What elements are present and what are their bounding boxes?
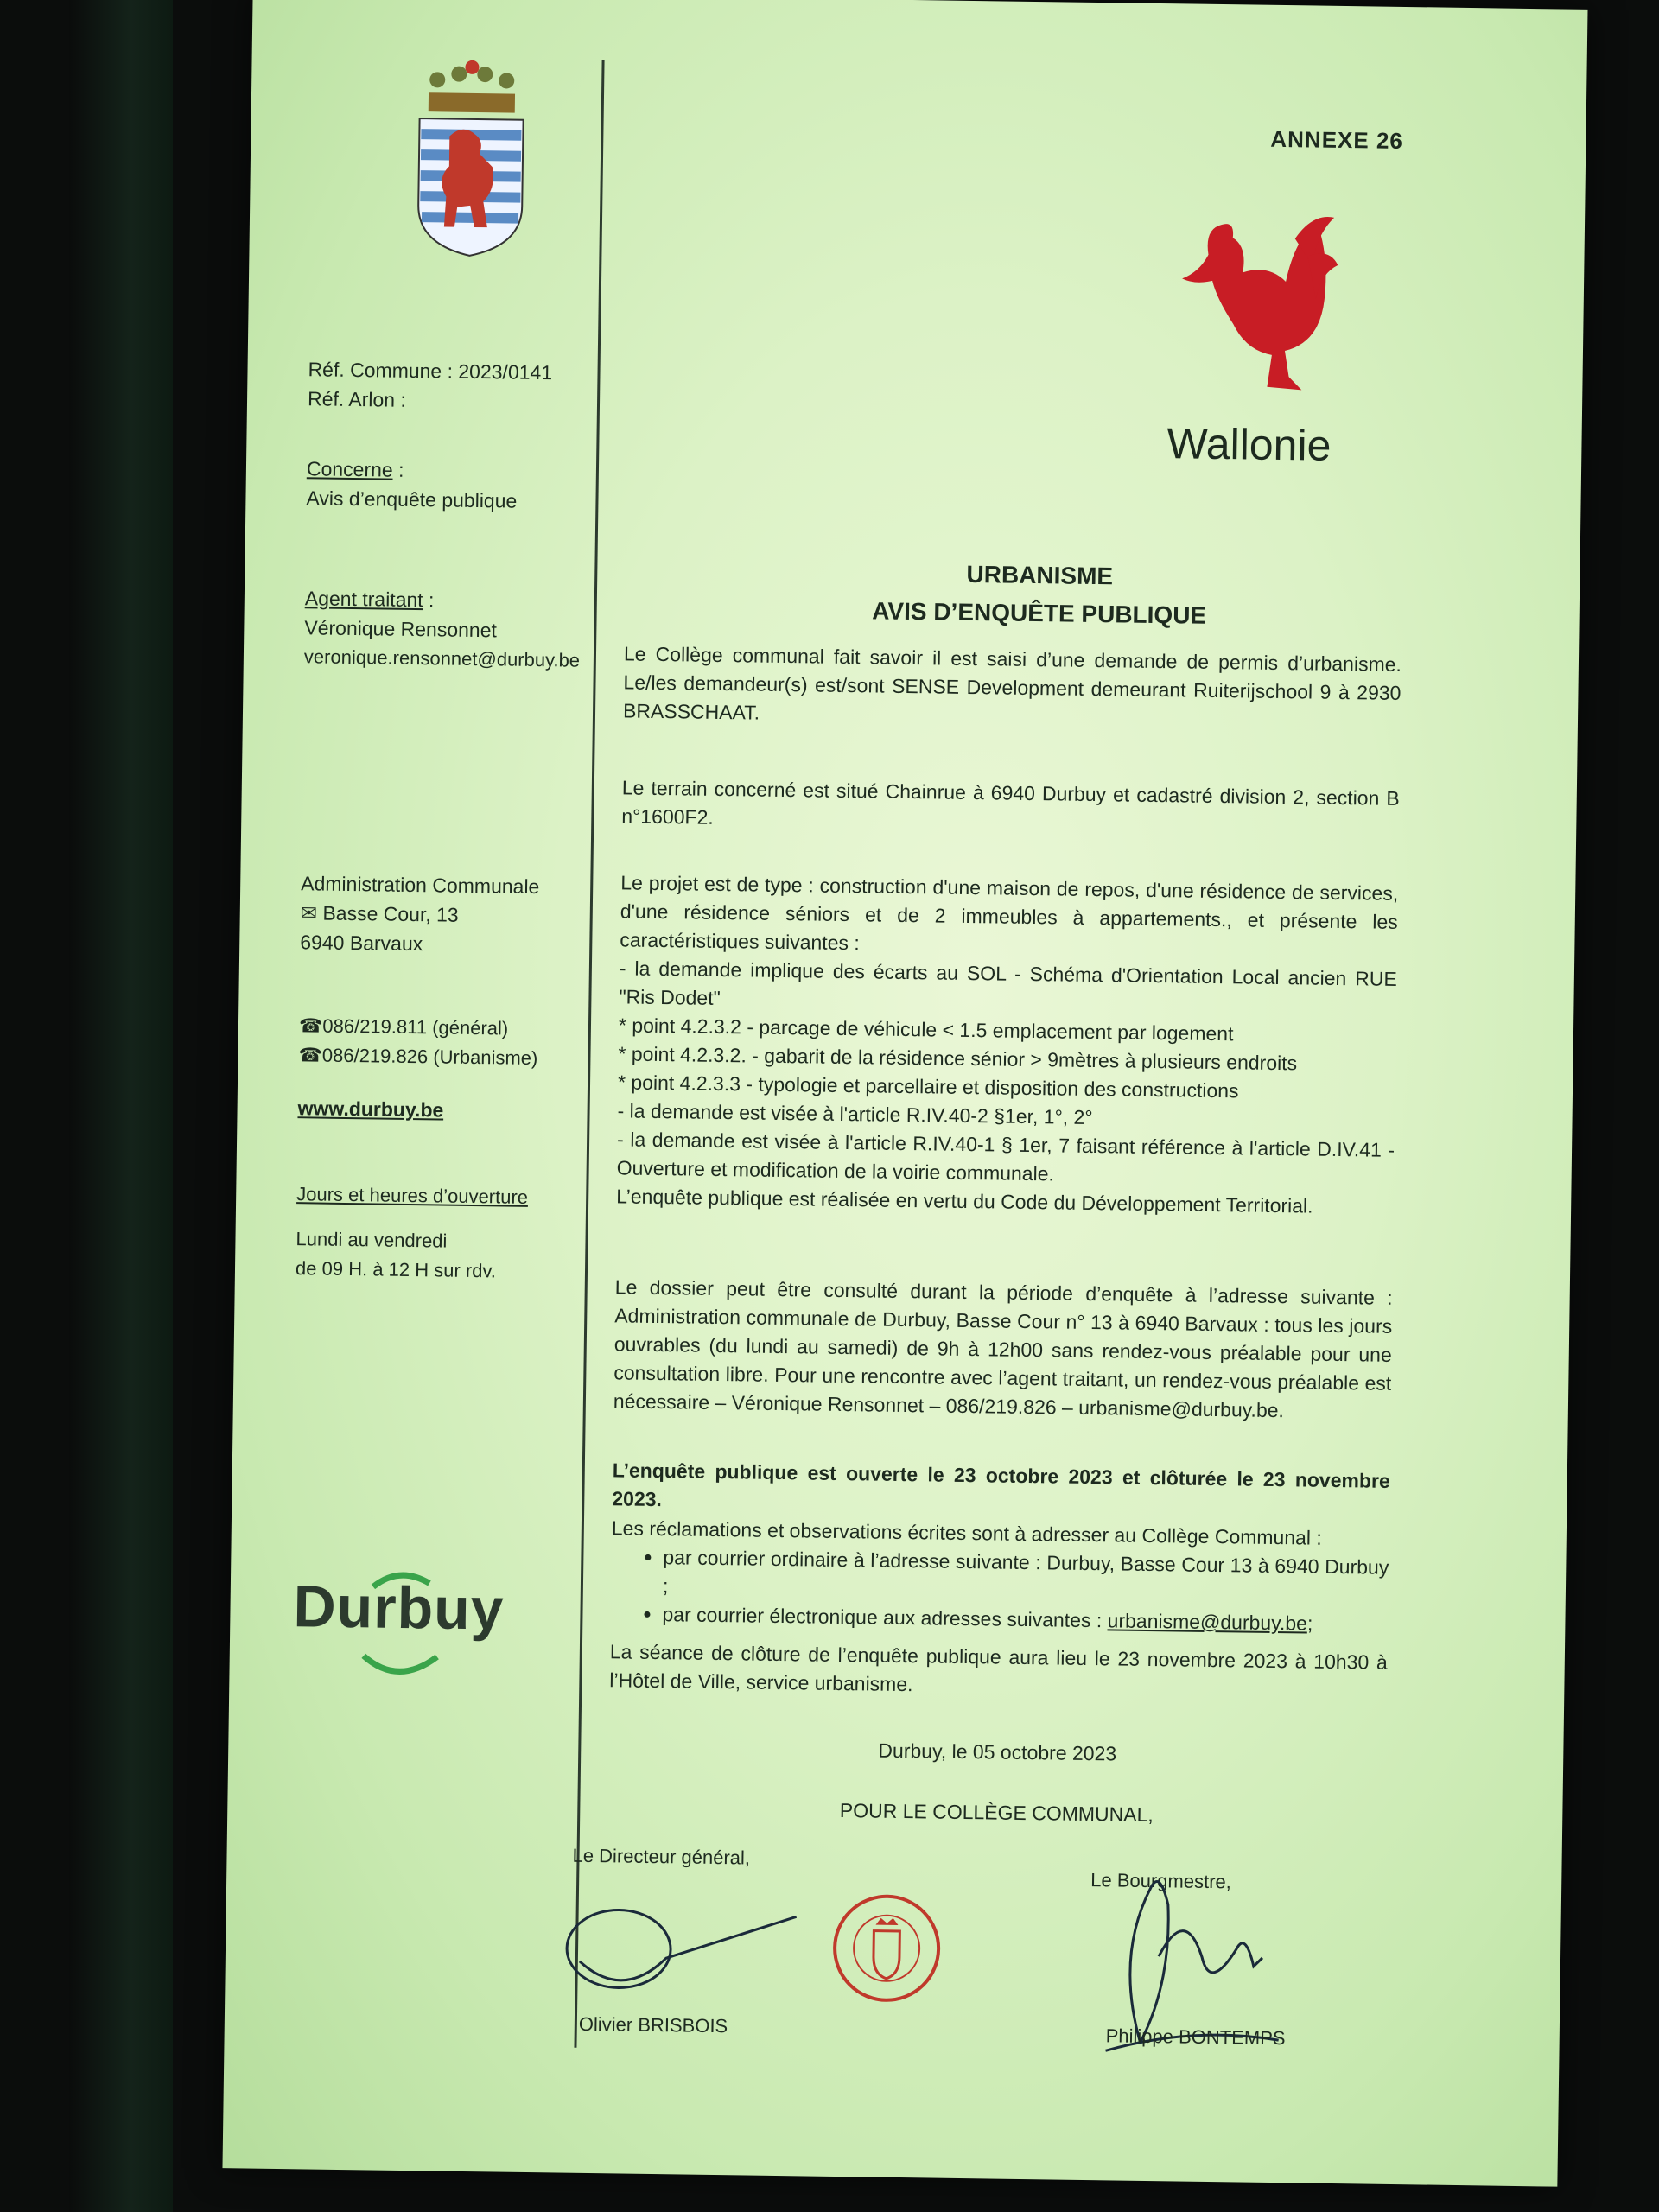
project-line: L’enquête publique est réalisée en vertu du Code du Développement Territorial.: [616, 1185, 1313, 1217]
complaint-email-suffix: ;: [1306, 1611, 1313, 1635]
directeur-name: Olivier BRISBOIS: [578, 2012, 728, 2037]
hours-days: Lundi au vendredi: [296, 1228, 448, 1252]
phone-block: [298, 1011, 575, 1073]
paragraph-consultation: [613, 1273, 1393, 1427]
phone-general: 086/219.811 (général): [322, 1014, 509, 1039]
date-line: [608, 1732, 1386, 1772]
display-frame-edge: [69, 0, 173, 2212]
annexe-label: ANNEXE 26: [1270, 125, 1404, 154]
province-coat-of-arms-icon: [409, 58, 532, 258]
bourgmestre-label: Le Bourgmestre,: [1090, 1869, 1232, 1893]
phone-urbanisme: 086/219.826 (Urbanisme): [321, 1044, 538, 1070]
paragraph-applicant: [623, 639, 1402, 736]
walloon-rooster-icon: [1163, 202, 1338, 421]
admin-address-block: [300, 868, 577, 960]
phone-icon: ☎: [298, 1044, 323, 1066]
complaint-email-link[interactable]: urbanisme@durbuy.be: [1107, 1609, 1308, 1635]
paragraph-consultation-text: Le dossier peut être consulté durant la période d’enquête à l’adresse suivante : Administration communale de Durbuy, Basse Cour n° 13 à 6940 Barvaux : tous les jours ouvrables (du lundi au samedi) de 9h à 12h00 sans rendez-vous préalable pour une consultation libre. Pour une rencontre avec l’agent traitant, un rendez-vous préalable est nécessaire – Véronique Rensonnet – 086/219.826 – urbanisme@durbuy.be.: [613, 1275, 1393, 1422]
agent-name: Véronique Rensonnet: [304, 616, 498, 642]
hours-label: Jours et heures d’ouverture: [296, 1183, 529, 1208]
public-notice-sheet: [222, 0, 1587, 2187]
list-item: [663, 1543, 1389, 1611]
project-line: - la demande implique des écarts au SOL - Schéma d'Orientation Local ancien RUE "Ris Dodet": [619, 957, 1398, 1010]
directeur-signature: [544, 1878, 805, 2020]
project-line: - la demande est visée à l'article R.IV.40-2 §1er, 1°, 2°: [617, 1099, 1093, 1129]
agent-colon: :: [423, 588, 435, 612]
envelope-icon: ✉: [300, 901, 318, 925]
concerne-colon: :: [392, 458, 404, 481]
ref-arlon: Réf. Arlon :: [307, 387, 407, 411]
directeur-label: Le Directeur général,: [572, 1844, 751, 1869]
paragraph-applicant-text: Le Collège communal fait savoir il est saisi d’une demande de permis d’urbanisme. Le/les demandeur(s) est/sont SENSE Development demeurant Ruiterijschool 9 à 2930 BRASSCHAAT.: [622, 642, 1402, 724]
commune-seal-icon: [830, 1891, 944, 2005]
paragraph-location-text: Le terrain concerné est situé Chainrue à 6940 Durbuy et cadastré division 2, section B n°1600F2.: [621, 776, 1400, 829]
admin-city: 6940 Barvaux: [300, 931, 423, 956]
agent-label: Agent traitant: [304, 587, 423, 612]
paragraph-project-intro: Le projet est de type : construction d'une maison de repos, d'une résidence de services, d'une résidence séniors et de 2 immeubles à appartements., et présente les caractéristiques suivantes :: [620, 871, 1399, 955]
paragraph-complaints: [610, 1514, 1389, 1639]
website-block: [297, 1093, 574, 1126]
notice-title: URBANISME: [966, 560, 1114, 590]
paragraph-closing-session: [609, 1637, 1388, 1706]
pour-college: [607, 1793, 1385, 1833]
durbuy-logo-text: Durbuy: [293, 1573, 505, 1643]
concerne-block: [306, 454, 583, 516]
complaints-list: [610, 1542, 1389, 1639]
project-line: * point 4.2.3.3 - typologie et parcellaire et disposition des constructions: [617, 1071, 1239, 1103]
paragraph-location: [621, 773, 1400, 842]
paragraph-project: [616, 868, 1398, 1222]
admin-street: Basse Cour, 13: [322, 901, 459, 926]
concerne-label: Concerne: [306, 457, 393, 481]
notice-subtitle: AVIS D’ENQUÊTE PUBLIQUE: [872, 597, 1207, 629]
wallonie-wordmark: Wallonie: [1166, 419, 1332, 470]
paragraph-dates-text: L’enquête publique est ouverte le 23 octobre 2023 et clôturée le 23 novembre 2023.: [612, 1459, 1390, 1511]
hours-block: [296, 1179, 574, 1287]
agent-block: [304, 583, 582, 675]
date-line-text: Durbuy, le 05 octobre 2023: [878, 1738, 1117, 1765]
hours-time: de 09 H. à 12 H sur rdv.: [295, 1257, 497, 1282]
complaint-email-prefix: par courrier électronique aux adresses suivantes :: [662, 1603, 1108, 1632]
project-line: - la demande est visée à l'article R.IV.40-1 § 1er, 7 faisant référence à l'article D.IV.41 - Ouverture et modification de la voirie communale.: [616, 1128, 1395, 1185]
bourgmestre-name: Philippe BONTEMPS: [1105, 2024, 1286, 2050]
paragraph-dates: [612, 1456, 1390, 1524]
admin-title: Administration Communale: [301, 872, 540, 899]
project-line: * point 4.2.3.2. - gabarit de la résidence sénior > 9mètres à plusieurs endroits: [618, 1042, 1298, 1075]
phone-icon: ☎: [298, 1014, 323, 1037]
paragraph-complaints-intro: Les réclamations et observations écrites sont à adresser au Collège Communal :: [611, 1516, 1322, 1549]
complaint-mail-text: par courrier ordinaire à l’adresse suivante : Durbuy, Basse Cour 13 à 6940 Durbuy ;: [662, 1546, 1389, 1598]
concerne-value: Avis d’enquête publique: [306, 486, 518, 512]
agent-email[interactable]: veronique.rensonnet@durbuy.be: [303, 645, 581, 671]
paragraph-closing-session-text: La séance de clôture de l’enquête publique aura lieu le 23 novembre 2023 à 10h30 à l’Hôtel de Ville, service urbanisme.: [609, 1640, 1388, 1696]
project-line: * point 4.2.3.2 - parcage de véhicule < 1.5 emplacement par logement: [618, 1014, 1234, 1046]
ref-commune: Réf. Commune : 2023/0141: [308, 358, 553, 385]
durbuy-logo: [289, 1555, 507, 1696]
website-link[interactable]: www.durbuy.be: [297, 1096, 444, 1122]
pour-college-text: POUR LE COLLÈGE COMMUNAL,: [839, 1799, 1154, 1827]
reference-block: [308, 354, 585, 416]
